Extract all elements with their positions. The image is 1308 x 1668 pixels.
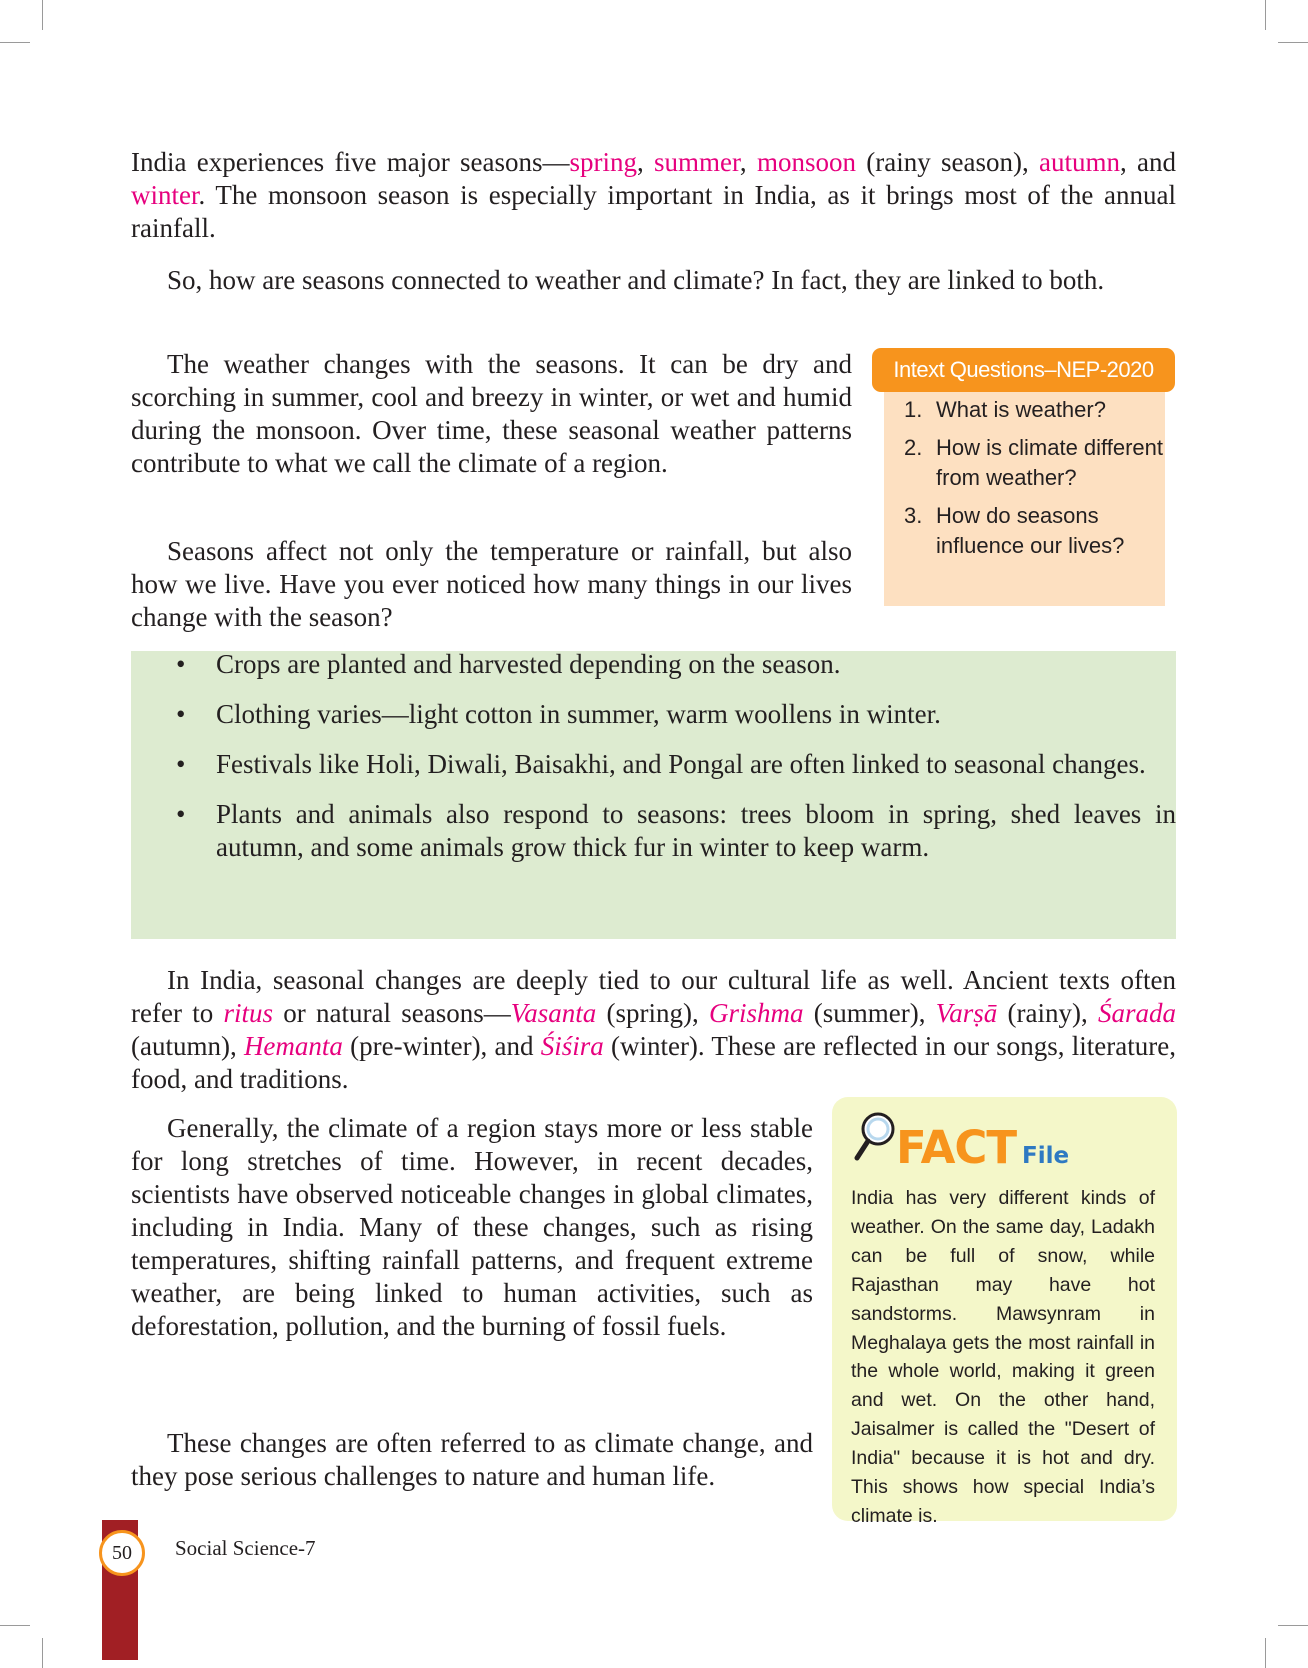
bullet-icon: • <box>176 799 186 829</box>
paragraph-weather-changes: The weather changes with the seasons. It can be dry and scorching in summer, cool and breezy in winter, or wet and humid during the monsoon. Over time, these seasonal weather patterns contribute to what we call the climate of a region. <box>131 349 852 478</box>
crop-mark <box>1265 1638 1266 1668</box>
question-text: What is weather? <box>936 397 1106 422</box>
magnifier-icon <box>851 1110 897 1162</box>
highlight-term: Śiśira <box>540 1031 604 1061</box>
paragraph-seasons-affect: Seasons affect not only the temperature or rainfall, but also how we live. Have you ever noticed how many things in our lives change with the season? <box>131 536 852 632</box>
text: (rainy), <box>997 998 1098 1028</box>
highlight-term: autumn <box>1038 147 1120 177</box>
fact-file-title: FACT <box>896 1121 1017 1174</box>
highlight-term: Varṣā <box>935 998 998 1028</box>
bullet-item <box>176 698 1176 731</box>
page-number: 50 <box>99 1530 145 1576</box>
question-item <box>904 395 1164 425</box>
text: (pre-winter), and <box>342 1031 541 1061</box>
question-item <box>904 433 1164 493</box>
text: India experiences five major seasons— <box>131 147 570 177</box>
bullet-text: Plants and animals also respond to seasons: trees bloom in spring, shed leaves in autumn, and some animals grow thick fur in winter to keep warm. <box>216 799 1176 862</box>
paragraph-challenges: These changes are often referred to as climate change, and they pose serious challenges to nature and human life. <box>131 1428 813 1491</box>
bullet-list <box>176 648 1176 881</box>
text: (winter). These are reflected in our songs, literature, food, and traditions. <box>131 1031 1176 1094</box>
crop-mark <box>0 42 30 43</box>
intext-questions-title: Intext Questions–NEP-2020 <box>872 348 1175 392</box>
text: or natural seasons— <box>273 998 511 1028</box>
bullet-text: Festivals like Holi, Diwali, Baisakhi, and Pongal are often linked to seasonal changes. <box>216 749 1146 779</box>
fact-file-text: India has very different kinds of weather. On the same day, Ladakh can be full of snow, while Rajasthan may have hot sandstorms. Mawsynram in Meghalaya gets the most rainfall in the whole world, making it green and wet. On the other hand, Jaisalmer is called the "Desert of India" because it is hot and dry. This shows how special India’s climate is. <box>851 1187 1155 1527</box>
question-number: 1. <box>904 397 923 422</box>
text: , <box>739 147 757 177</box>
question-text: How is climate different from weather? <box>936 435 1164 490</box>
bullet-text: Crops are planted and harvested depending on the season. <box>216 649 841 679</box>
highlight-term: summer <box>654 147 740 177</box>
crop-mark <box>42 1638 43 1668</box>
bullet-icon: • <box>176 749 186 779</box>
text: . The monsoon season is especially important in India, as it brings most of the annual rainfall. <box>131 180 1176 243</box>
highlight-term: Hemanta <box>243 1031 343 1061</box>
intext-questions-list <box>904 395 1164 569</box>
crop-mark <box>1278 42 1308 43</box>
text: , and <box>1119 147 1176 177</box>
paragraph-ritus <box>131 964 1176 1096</box>
fact-file-subtitle: File <box>1022 1143 1070 1169</box>
question-number: 3. <box>904 503 923 528</box>
text: , <box>636 147 654 177</box>
highlight-term: Śarada <box>1097 998 1176 1028</box>
highlight-term: Vasanta <box>510 998 597 1028</box>
text: (spring), <box>596 998 709 1028</box>
bullet-icon: • <box>176 699 186 729</box>
crop-mark <box>1265 0 1266 30</box>
highlight-term: spring <box>569 147 637 177</box>
text: (rainy season), <box>855 147 1039 177</box>
highlight-term: Grishma <box>708 998 804 1028</box>
text: (summer), <box>803 998 936 1028</box>
bullet-item <box>176 648 1176 681</box>
bullet-text: Clothing varies—light cotton in summer, warm woollens in winter. <box>216 699 941 729</box>
bullet-item <box>176 748 1176 781</box>
crop-mark <box>1278 1625 1308 1626</box>
crop-mark <box>0 1625 30 1626</box>
crop-mark <box>42 0 43 30</box>
question-text: How do seasons influence our lives? <box>936 503 1125 558</box>
question-item <box>904 501 1164 561</box>
highlight-term: ritus <box>223 998 273 1028</box>
book-title: Social Science-7 <box>175 1536 316 1560</box>
text: In India, seasonal changes are deeply tied to our cultural life as well. Ancient texts often refer to <box>131 965 1176 1028</box>
question-number: 2. <box>904 435 923 460</box>
paragraph-seasons-link: So, how are seasons connected to weather and climate? In fact, they are linked to both. <box>167 265 1105 295</box>
bullet-item <box>176 798 1176 864</box>
bullet-icon: • <box>176 649 186 679</box>
text: (autumn), <box>131 1031 244 1061</box>
paragraph-climate-change: Generally, the climate of a region stays more or less stable for long stretches of time. However, in recent decades, scientists have observed noticeable changes in global climates, including in India. Many of these changes, such as rising temperatures, shifting rainfall patterns, and frequent extreme weather, are being linked to human activities, such as deforestation, pollution, and the burning of fossil fuels. <box>131 1113 813 1341</box>
paragraph-seasons-intro <box>131 146 1176 245</box>
highlight-term: winter <box>131 180 199 210</box>
highlight-term: monsoon <box>756 147 856 177</box>
